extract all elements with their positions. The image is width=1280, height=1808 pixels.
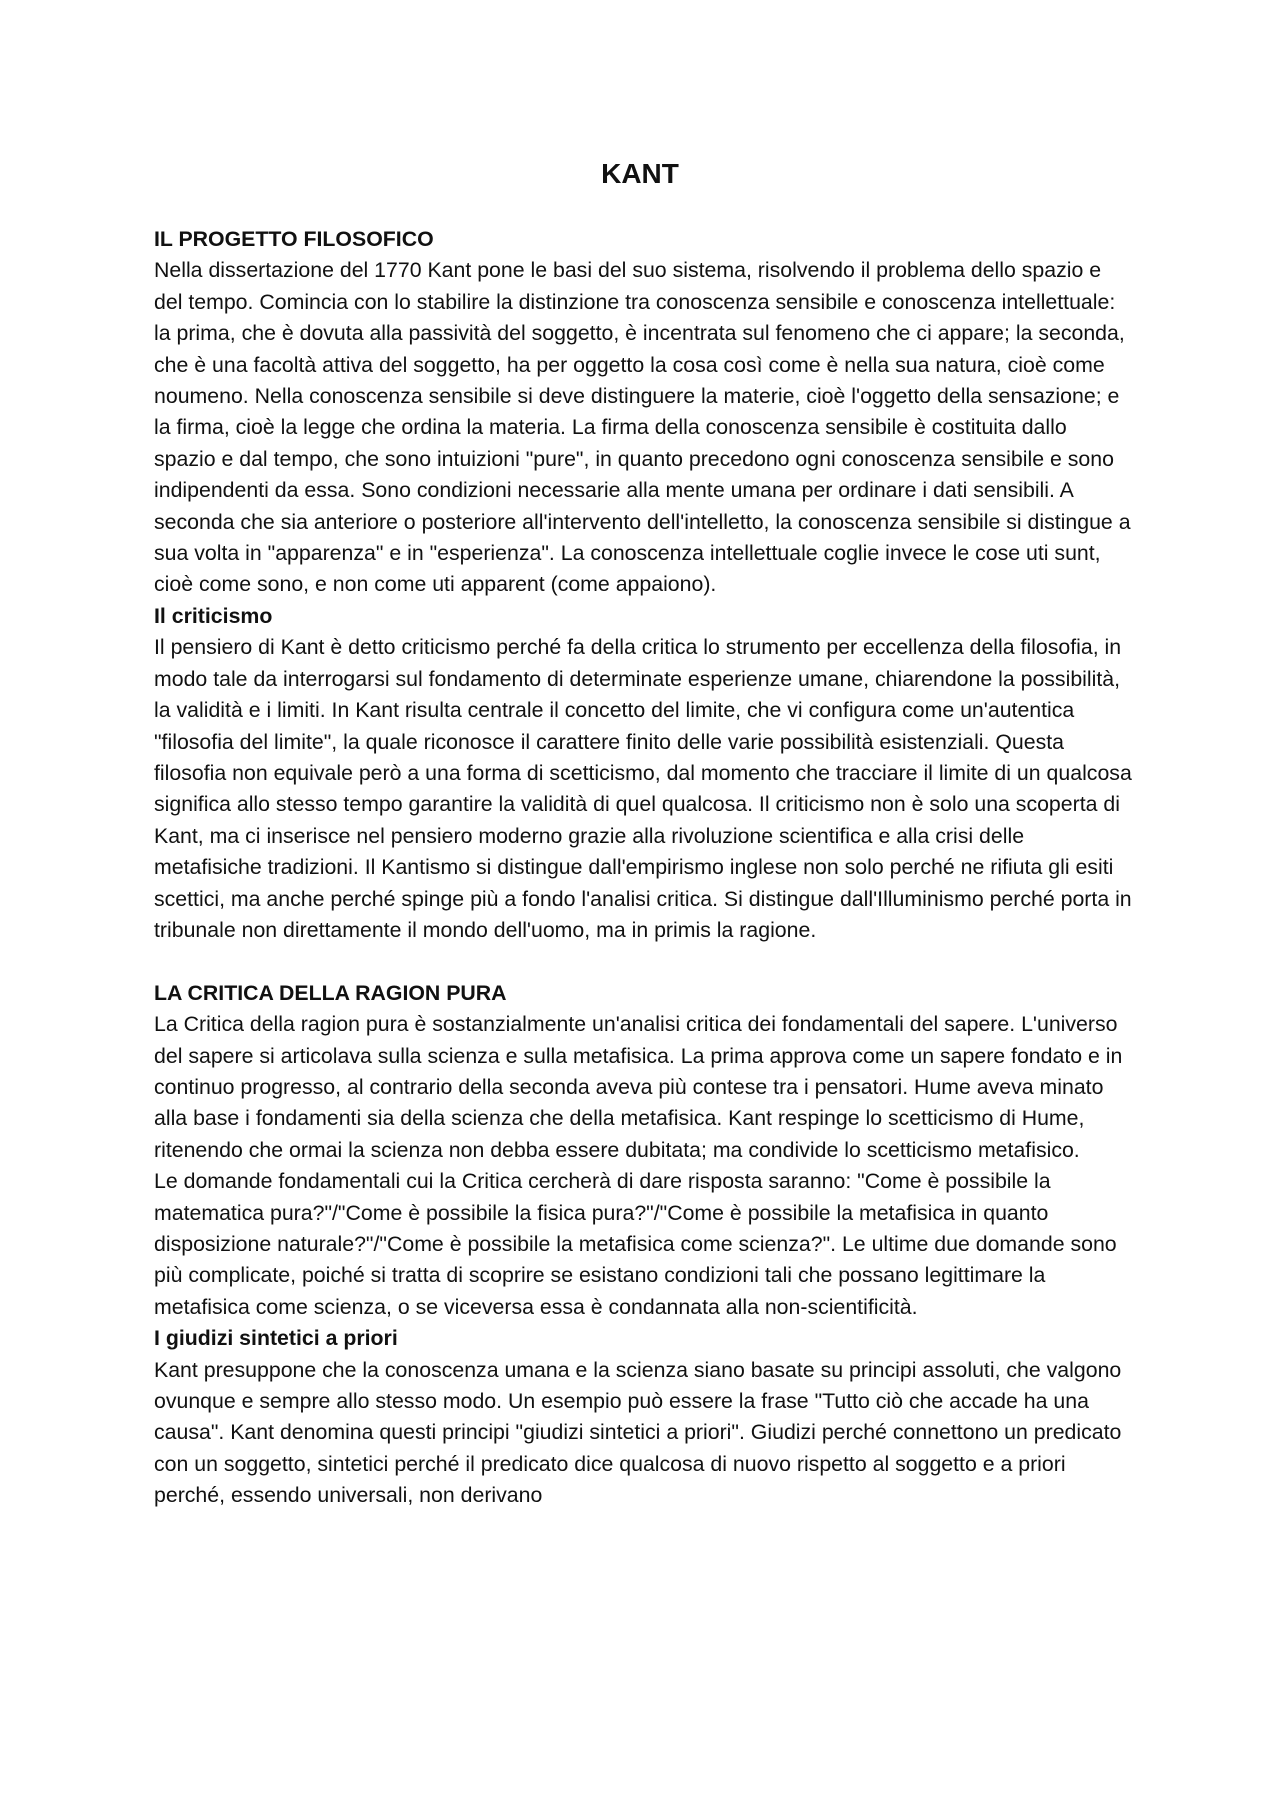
section-heading: LA CRITICA DELLA RAGION PURA [154,980,507,1005]
document-title: KANT [601,158,679,189]
subsection-heading: Il criticismo [154,603,273,628]
section-paragraph-2: Le domande fondamentali cui la Critica cercherà di dare risposta saranno: "Come è possibile la matematica pura?"/"Come è possibile la fisica pura?"/"Come è possibile la metafisica in quanto disposizione naturale?"/"Come è possibile la metafisica come scienza?". Le ultime due domande sono più complicate, poiché si tratta di scoprire se esistano condizioni tali che possano legittimare la metafisica come scienza, o se viceversa essa è condannata alla non-scientificità. [154,1169,1117,1319]
section-critica-ragion-pura [154,978,1134,1512]
section-paragraph: La Critica della ragion pura è sostanzialmente un'analisi critica dei fondamentali del sapere. L'universo del sapere si articolava sulla scienza e sulla metafisica. La prima approva come un sapere fondato e in continuo progresso, al contrario della seconda aveva più contese tra i pensatori. Hume aveva minato alla base i fondamenti sia della scienza che della metafisica. Kant respinge lo scetticismo di Hume, ritenendo che ormai la scienza non debba essere dubitata; ma condivide lo scetticismo metafisico. [154,1012,1123,1162]
subsection-heading: I giudizi sintetici a priori [154,1326,398,1351]
subsection-paragraph: Il pensiero di Kant è detto criticismo perché fa della critica lo strumento per eccellenza della filosofia, in modo tale da interrogarsi sul fondamento di determinate esperienze umane, chiarendone la possibilità, la validità e i limiti. In Kant risulta centrale il concetto del limite, che vi configura come un'autentica "filosofia del limite", la quale riconosce il carattere finito delle varie possibilità esistenziali. Questa filosofia non equivale però a una forma di scetticismo, dal momento che tracciare il limite di un qualcosa significa allo stesso tempo garantire la validità di quel qualcosa. Il criticismo non è solo una scoperta di Kant, ma ci inserisce nel pensiero moderno grazie alla rivoluzione scientifica e alla crisi delle metafisiche tradizioni. Il Kantismo si distingue dall'empirismo inglese non solo perché ne rifiuta gli esiti scettici, ma anche perché spinge più a fondo l'analisi critica. Si distingue dall'Illuminismo perché porta in tribunale non direttamente il mondo dell'uomo, ma in primis la ragione. [154,635,1132,942]
section-heading: IL PROGETTO FILOSOFICO [154,227,434,251]
document-body [154,224,1134,1512]
section-progetto-filosofico [154,224,1134,946]
section-spacer [154,946,1134,977]
subsection-paragraph: Kant presuppone che la conoscenza umana e la scienza siano basate su principi assoluti, che valgono ovunque e sempre allo stesso modo. Un esempio può essere la frase "Tutto ciò che accade ha una causa". Kant denomina questi principi "giudizi sintetici a priori". Giudizi perché connettono un predicato con un soggetto, sintetici perché il predicato dice qualcosa di nuovo rispetto al soggetto e a priori perché, essendo universali, non derivano [154,1357,1122,1508]
section-paragraph: Nella dissertazione del 1770 Kant pone le basi del suo sistema, risolvendo il problema dello spazio e del tempo. Comincia con lo stabilire la distinzione tra conoscenza sensibile e conoscenza intellettuale: la prima, che è dovuta alla passività del soggetto, è incentrata sul fenomeno che ci appare; la seconda, che è una facoltà attiva del soggetto, ha per oggetto la cosa così come è nella sua natura, cioè come noumeno. Nella conoscenza sensibile si deve distinguere la materie, cioè l'oggetto della sensazione; e la firma, cioè la legge che ordina la materia. La firma della conoscenza sensibile è costituita dallo spazio e dal tempo, che sono intuizioni "pure", in quanto precedono ogni conoscenza sensibile e sono indipendenti da essa. Sono condizioni necessarie alla mente umana per ordinare i dati sensibili. A seconda che sia anteriore o posteriore all'intervento dell'intelletto, la conoscenza sensibile si distingue a sua volta in "apparenza" e in "esperienza". La conoscenza intellettuale coglie invece le cose uti sunt, cioè come sono, e non come uti apparent (come appaiono). [154,258,1131,597]
